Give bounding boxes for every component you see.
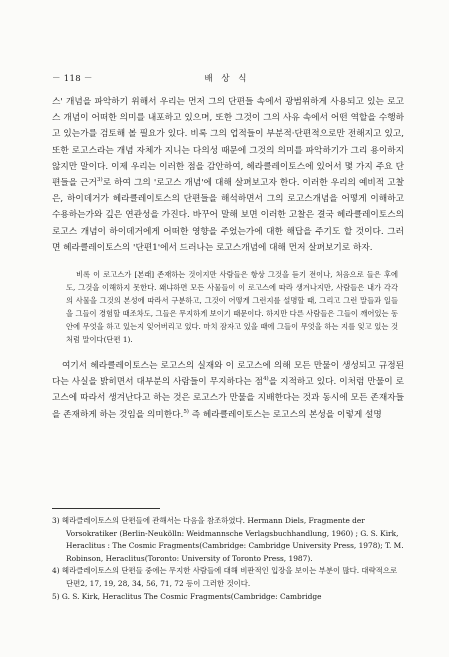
paragraph-text: 즉 헤라클레이토스는 로고스의 본성을 이렇게 설명 [188,409,382,420]
footnote-divider [52,508,160,509]
paragraph-text: 로 하여 그의 '로고스 개념'에 대해 살펴보고자 한다. 이러한 우리의 예비적 고찰은, 하이데거가 헤라클레이토스의 단편들을 해석하면서 그의 로고스개념을 어떻게 이해하고 수용하는가와 깊은 연관성을 가진다. 바꾸어 말해 보면 이러한 고찰은 결국 헤라클레이토스의 로고스 개념이 하이데거에게 어떠한 영향을 주었는가에 대한 해답을 주기도 할 것이다. 그러면 헤라클레이토스의 '단편1'에서 드러나는 로고스개념에 대해 먼저 살펴보기로 하자. [52,178,404,253]
footnote-ref: 3) [97,177,103,184]
paragraph [52,358,404,423]
running-title: 배 상 식 [204,74,250,84]
paragraph-text: 스' 개념을 파악하기 위해서 우리는 먼저 그의 단편들 속에서 광범위하게 사용되고 있는 로고스 개념이 어떠한 의미를 내포하고 있으며, 또한 그것이 그의 사유 속에서 어떤 역할을 수행하고 있는가를 검토해 볼 필요가 있다. 비록 그의 업적들이 부분적·단편적으로만 전해지고 있고, 또한 로고스라는 개념 자체가 지니는 다의성 때문에 그것의 의미를 파악하기가 그리 용이하지 않지만 말이다. 이제 우리는 이러한 점을 감안하여, 헤라클레이토스에 있어서 몇 가지 주요 단편들을 근거 [52,97,404,189]
footnote-5: 5) G. S. Kirk, Heraclitus The Cosmic Fragments(Cambridge: Cambridge [52,591,322,601]
footnote-3: 3) 헤라클레이토스의 단편들에 관해서는 다음을 참조하였다. Hermann Diels, Fragmente der Vorsokratiker (Berlin-Neukölln: Weidmannsche Verlagsbuchhandlung, 1960) ; G. S. Kirk, Heraclitus : The Cosmic Fragments(Cambridge: Cambridge University Press, 1978); T. M. Robinson, Heraclitus(Toronto: University of Toronto Press, 1987). [52,516,404,563]
footnote-4: 4) 헤라클레이토스의 단편들 중에는 무지한 사람들에 대해 비판적인 입장을 보이는 부분이 많다. 대략적으로 단편2, 17, 19, 28, 34, 56, 71, 72 등이 그러한 것이다. [52,566,398,588]
page-header [52,72,402,86]
footnotes [52,515,404,603]
footnote-ref: 5) [183,408,189,415]
quote-text: 비록 이 로고스가 [본래] 존재하는 것이지만 사람들은 항상 그것을 듣기 전이나, 처음으로 들은 후에도, 그것을 이해하지 못한다. 왜냐하면 모든 사물들이 이 로고스에 따라 생겨나지만, 사람들은 내가 각각의 사물을 그것의 본성에 따라서 구분하고, 그것이 어떻게 그런지를 설명할 때, 그리고 그런 말들과 일들을 그들이 경험할 때조차도, 그들은 무지하게 보이기 때문이다. 하지만 다른 사람들은 그들이 깨어있는 동안에 무엇을 하고 있는지 잊어버리고 있다. 마치 잠자고 있을 때에 그들이 무엇을 하는 지를 잊고 있는 것처럼 말이다(단편 1). [66,270,398,345]
page-number: － 118 － [52,74,93,84]
block-quote [66,268,398,346]
paragraph-text: 여기서 헤라클레이토스는 로고스의 실재와 이 로고스에 의해 모든 만물이 생성되고 규정된다는 사실을 밝히면서 대부분의 사람들이 무지하다는 점 [52,361,404,388]
paragraph-text: 을 지적하고 있다. 이처럼 만물이 로고스에 따라서 생겨난다고 하는 것은 로고스가 만물을 지배한다는 것과 동시에 모든 존재자들을 존재하게 하는 것임을 의미한다. [52,377,404,420]
main-text [52,94,404,423]
paragraph [52,94,404,256]
footnote-ref: 4) [263,376,269,383]
